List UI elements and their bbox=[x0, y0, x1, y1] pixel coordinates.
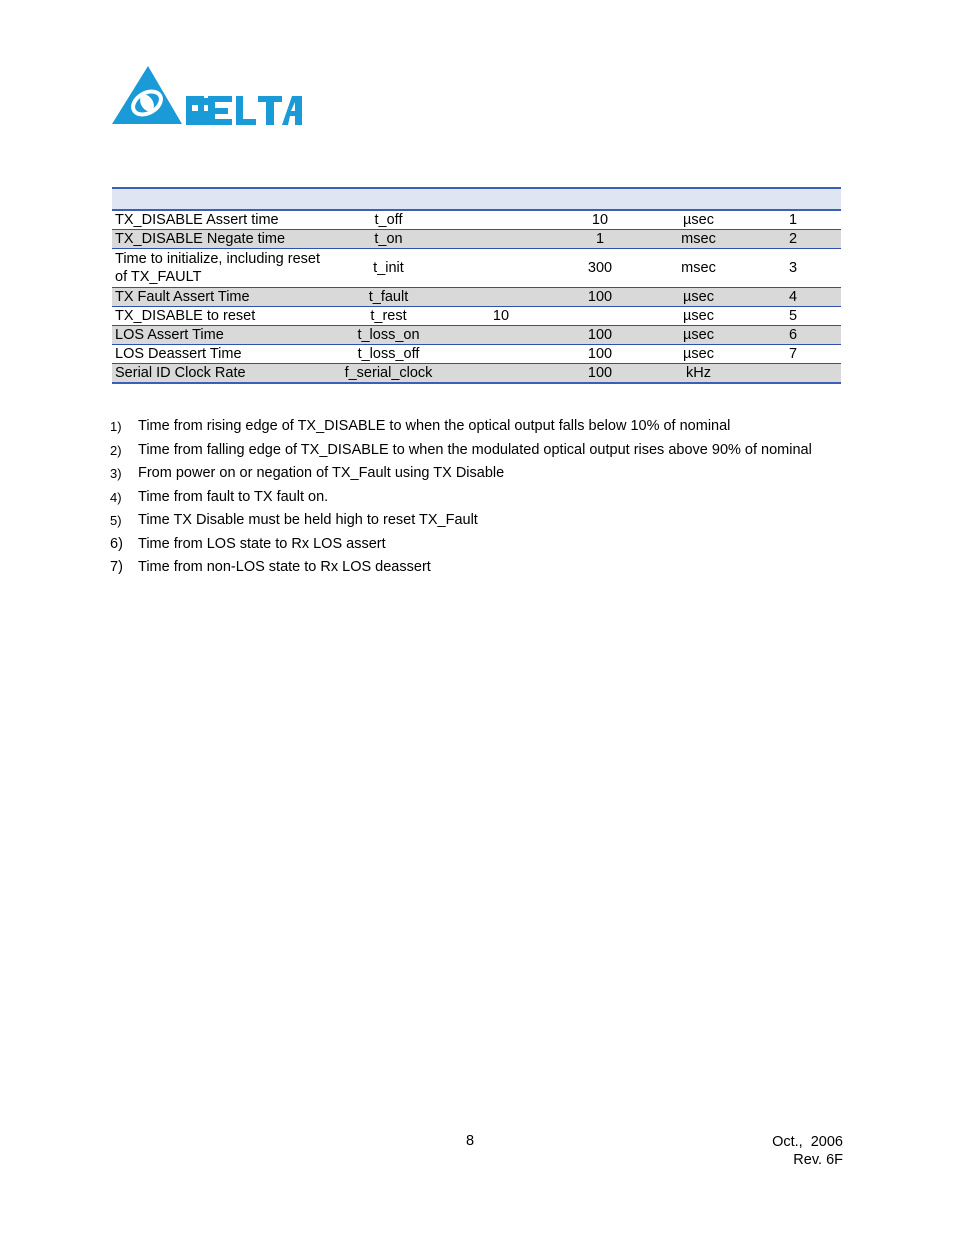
note-cell: 5 bbox=[745, 307, 841, 326]
symbol-cell: t_init bbox=[323, 249, 454, 288]
max-cell: 100 bbox=[548, 288, 652, 307]
note-cell: 1 bbox=[745, 210, 841, 230]
min-cell bbox=[454, 326, 548, 345]
note-cell: 6 bbox=[745, 326, 841, 345]
symbol-cell: t_loss_off bbox=[323, 345, 454, 364]
min-cell: 10 bbox=[454, 307, 548, 326]
unit-cell: kHz bbox=[652, 364, 745, 384]
param-cell: LOS Deassert Time bbox=[112, 345, 323, 364]
table-row bbox=[112, 288, 841, 307]
symbol-cell: t_off bbox=[323, 210, 454, 230]
table-row bbox=[112, 307, 841, 326]
max-cell: 300 bbox=[548, 249, 652, 288]
header-cell bbox=[548, 188, 652, 210]
footnote-item bbox=[110, 486, 844, 510]
footnotes bbox=[110, 415, 844, 580]
footnote-text: From power on or negation of TX_Fault using TX Disable bbox=[138, 465, 505, 481]
note-cell: 4 bbox=[745, 288, 841, 307]
note-cell: 3 bbox=[745, 249, 841, 288]
header-cell bbox=[745, 188, 841, 210]
unit-cell: msec bbox=[652, 230, 745, 249]
footnote-number: 7) bbox=[110, 559, 123, 575]
max-cell: 100 bbox=[548, 345, 652, 364]
param-cell: Time to initialize, including reset of TX_FAULT bbox=[112, 249, 323, 288]
symbol-cell: t_fault bbox=[323, 288, 454, 307]
min-cell bbox=[454, 249, 548, 288]
note-cell bbox=[745, 364, 841, 384]
max-cell: 100 bbox=[548, 326, 652, 345]
min-cell bbox=[454, 210, 548, 230]
table-row bbox=[112, 230, 841, 249]
revision-block bbox=[772, 1133, 843, 1169]
footnote-text: Time from fault to TX fault on. bbox=[138, 488, 329, 505]
min-cell bbox=[454, 345, 548, 364]
delta-logo bbox=[112, 66, 304, 128]
footnote-item bbox=[110, 509, 844, 533]
unit-cell: µsec bbox=[652, 307, 745, 326]
param-cell: TX_DISABLE Assert time bbox=[112, 210, 323, 230]
footnote-text: Time TX Disable must be held high to reset TX_Fault bbox=[138, 512, 478, 528]
timing-table bbox=[112, 187, 841, 384]
table-row bbox=[112, 345, 841, 364]
unit-cell: µsec bbox=[652, 210, 745, 230]
unit-cell: µsec bbox=[652, 288, 745, 307]
header-cell bbox=[112, 188, 323, 210]
footnote-number: 4) bbox=[110, 489, 122, 505]
footnote-text: Time from LOS state to Rx LOS assert bbox=[138, 535, 386, 552]
footnote-item bbox=[110, 415, 844, 439]
revision-number: Rev. 6F bbox=[793, 1152, 843, 1168]
footnote-item bbox=[110, 439, 844, 463]
symbol-cell: t_rest bbox=[323, 307, 454, 326]
param-cell: TX Fault Assert Time bbox=[112, 288, 323, 307]
unit-cell: µsec bbox=[652, 326, 745, 345]
unit-cell: msec bbox=[652, 249, 745, 288]
revision-date: Oct., 2006 bbox=[772, 1134, 843, 1150]
footnote-number: 3) bbox=[110, 466, 122, 481]
table-header-row bbox=[112, 188, 841, 210]
param-cell: Serial ID Clock Rate bbox=[112, 364, 323, 384]
footnote-number: 6) bbox=[110, 535, 123, 552]
footnote-text: Time from falling edge of TX_DISABLE to when the modulated optical output rises above 90% of nominal bbox=[138, 441, 812, 458]
footnote-item bbox=[110, 533, 844, 557]
min-cell bbox=[454, 288, 548, 307]
symbol-cell: t_loss_on bbox=[323, 326, 454, 345]
header-cell bbox=[454, 188, 548, 210]
footnote-text: Time from rising edge of TX_DISABLE to when the optical output falls below 10% of nominal bbox=[138, 418, 731, 434]
symbol-cell: f_serial_clock bbox=[323, 364, 454, 384]
min-cell bbox=[454, 230, 548, 249]
timing-table-container bbox=[112, 187, 841, 384]
footnote-item bbox=[110, 462, 844, 486]
page-number: 8 bbox=[466, 1133, 475, 1149]
table-row bbox=[112, 326, 841, 345]
max-cell: 100 bbox=[548, 364, 652, 384]
max-cell: 10 bbox=[548, 210, 652, 230]
max-cell bbox=[548, 307, 652, 326]
footnote-number: 1) bbox=[110, 419, 122, 434]
footnote-number: 2) bbox=[110, 442, 122, 458]
note-cell: 7 bbox=[745, 345, 841, 364]
footnote-text: Time from non-LOS state to Rx LOS deassert bbox=[138, 559, 431, 575]
footnote-item bbox=[110, 556, 844, 580]
symbol-cell: t_on bbox=[323, 230, 454, 249]
note-cell: 2 bbox=[745, 230, 841, 249]
unit-cell: µsec bbox=[652, 345, 745, 364]
delta-logo-icon bbox=[112, 66, 304, 128]
param-cell: TX_DISABLE to reset bbox=[112, 307, 323, 326]
min-cell bbox=[454, 364, 548, 384]
header-cell bbox=[652, 188, 745, 210]
table-row bbox=[112, 210, 841, 230]
footnote-number: 5) bbox=[110, 513, 122, 528]
table-row bbox=[112, 364, 841, 384]
max-cell: 1 bbox=[548, 230, 652, 249]
param-cell: LOS Assert Time bbox=[112, 326, 323, 345]
header-cell bbox=[323, 188, 454, 210]
table-row bbox=[112, 249, 841, 288]
param-cell: TX_DISABLE Negate time bbox=[112, 230, 323, 249]
